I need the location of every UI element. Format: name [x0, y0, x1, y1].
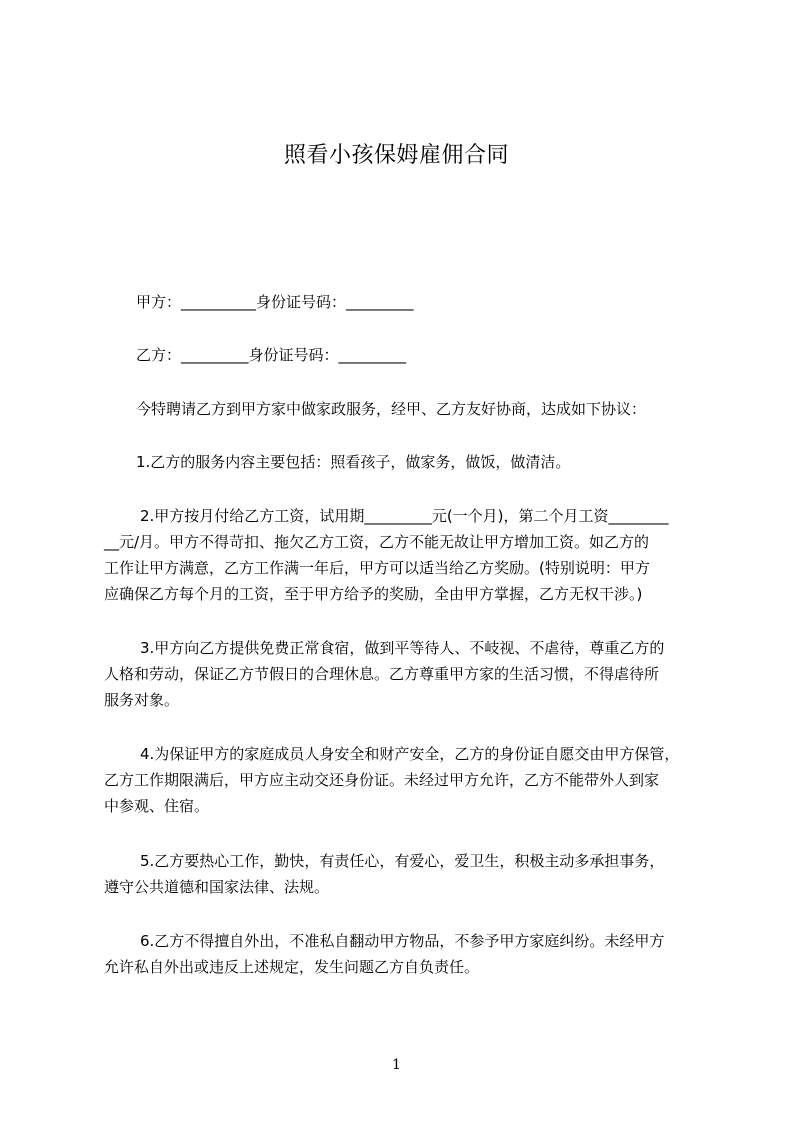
clause-2-line-1: 2.甲方按月付给乙方工资，试用期_________元(一个月)，第二个月工资________: [140, 507, 669, 525]
clause-3-line-2: 人格和劳动，保证乙方节假日的合理休息。乙方尊重甲方家的生活习惯，不得虐待所: [104, 665, 660, 683]
party-a-line: 甲方：__________身份证号码：_________: [136, 293, 414, 311]
clause-6-line-1: 6.乙方不得擅自外出，不准私自翻动甲方物品，不参予甲方家庭纠纷。未经甲方: [140, 932, 665, 950]
party-b-line: 乙方：_________身份证号码：_________: [136, 346, 407, 364]
clause-5-line-1: 5.乙方要热心工作，勤快，有责任心，有爱心，爱卫生，积极主动多承担事务，: [140, 852, 665, 870]
clause-4-line-2: 乙方工作期限满后，甲方应主动交还身份证。未经过甲方允许，乙方不能带外人到家: [104, 771, 660, 789]
clause-3-line-3: 服务对象。: [104, 691, 180, 709]
clause-2-line-2: __元/月。甲方不得苛扣、拖欠乙方工资，乙方不能无故让甲方增加工资。如乙方的: [104, 533, 650, 551]
document-title: 照看小孩保姆雇佣合同: [283, 143, 509, 168]
clause-2-line-3: 工作让甲方满意，乙方工作满一年后，甲方可以适当给乙方奖励。(特别说明：甲方: [104, 559, 650, 577]
clause-3-line-1: 3.甲方向乙方提供免费正常食宿，做到平等待人、不岐视、不虐待，尊重乙方的: [140, 639, 665, 657]
clause-1-line-1: 1.乙方的服务内容主要包括：照看孩子，做家务，做饭，做清洁。: [136, 453, 571, 471]
clause-4-line-3: 中参观、住宿。: [104, 797, 210, 815]
clause-6-line-2: 允许私自外出或违反上述规定，发生问题乙方自负责任。: [104, 958, 480, 976]
intro-paragraph: 今特聘请乙方到甲方家中做家政服务，经甲、乙方友好协商，达成如下协议：: [136, 400, 647, 418]
clause-5-line-2: 遵守公共道德和国家法律、法规。: [104, 878, 330, 896]
page-number: 1: [392, 1057, 401, 1073]
clause-2-line-4: 应确保乙方每个月的工资，至于甲方给予的奖励，全由甲方掌握，乙方无权干涉。): [104, 585, 643, 603]
clause-4-line-1: 4.为保证甲方的家庭成员人身安全和财产安全，乙方的身份证自愿交由甲方保管，: [140, 745, 680, 763]
